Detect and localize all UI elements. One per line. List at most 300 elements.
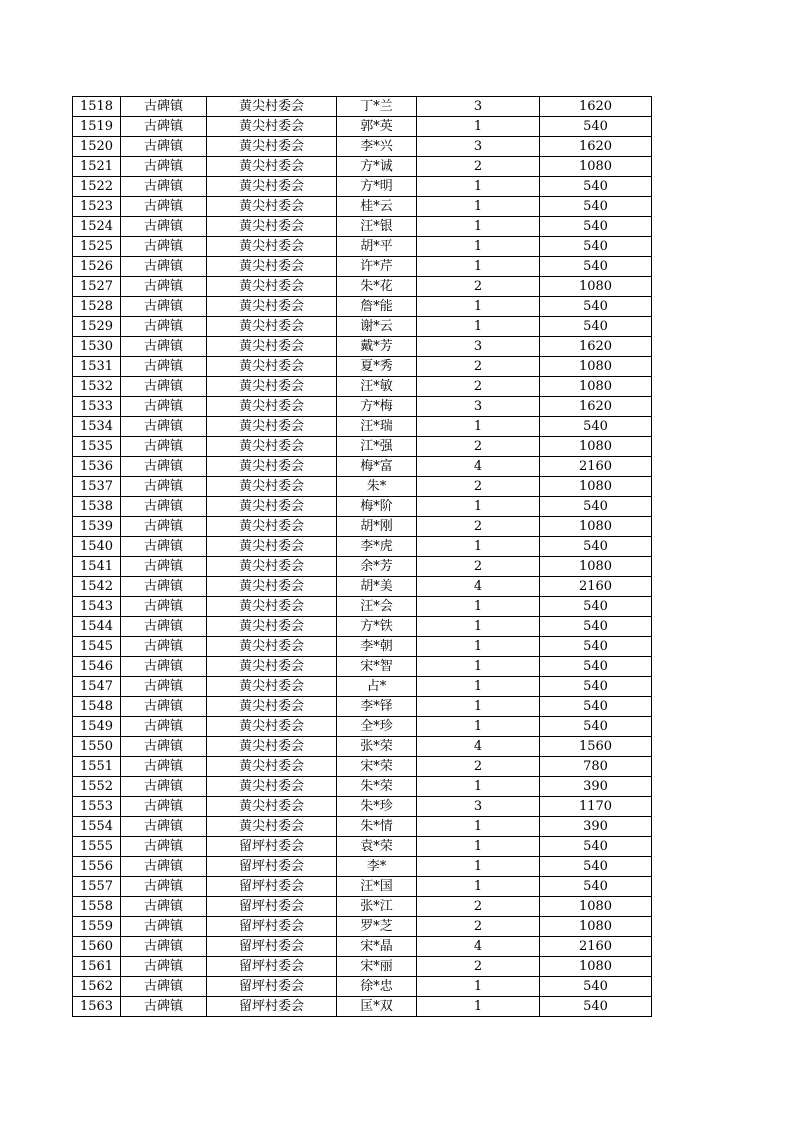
table-row bbox=[73, 717, 652, 737]
table-row bbox=[73, 437, 652, 457]
town-cell: 古碑镇 bbox=[121, 637, 207, 657]
row-number-cell: 1520 bbox=[73, 137, 121, 157]
name-cell: 汪*银 bbox=[337, 217, 417, 237]
name-cell: 朱*花 bbox=[337, 277, 417, 297]
count-cell: 1 bbox=[417, 637, 540, 657]
count-cell: 1 bbox=[417, 877, 540, 897]
count-cell: 3 bbox=[417, 137, 540, 157]
town-cell: 古碑镇 bbox=[121, 717, 207, 737]
name-cell: 江*强 bbox=[337, 437, 417, 457]
count-cell: 1 bbox=[417, 997, 540, 1017]
amount-cell: 540 bbox=[540, 317, 652, 337]
town-cell: 古碑镇 bbox=[121, 277, 207, 297]
count-cell: 1 bbox=[417, 837, 540, 857]
amount-cell: 1620 bbox=[540, 397, 652, 417]
table-row bbox=[73, 757, 652, 777]
name-cell: 占* bbox=[337, 677, 417, 697]
row-number-cell: 1522 bbox=[73, 177, 121, 197]
town-cell: 古碑镇 bbox=[121, 897, 207, 917]
table-row bbox=[73, 377, 652, 397]
village-cell: 黄尖村委会 bbox=[207, 157, 337, 177]
count-cell: 1 bbox=[417, 717, 540, 737]
table-row bbox=[73, 137, 652, 157]
row-number-cell: 1541 bbox=[73, 557, 121, 577]
town-cell: 古碑镇 bbox=[121, 317, 207, 337]
town-cell: 古碑镇 bbox=[121, 917, 207, 937]
count-cell: 1 bbox=[417, 417, 540, 437]
name-cell: 汪*会 bbox=[337, 597, 417, 617]
town-cell: 古碑镇 bbox=[121, 837, 207, 857]
town-cell: 古碑镇 bbox=[121, 477, 207, 497]
count-cell: 1 bbox=[417, 537, 540, 557]
town-cell: 古碑镇 bbox=[121, 677, 207, 697]
name-cell: 夏*秀 bbox=[337, 357, 417, 377]
row-number-cell: 1559 bbox=[73, 917, 121, 937]
table-row bbox=[73, 177, 652, 197]
name-cell: 张*江 bbox=[337, 897, 417, 917]
amount-cell: 540 bbox=[540, 657, 652, 677]
name-cell: 方*明 bbox=[337, 177, 417, 197]
amount-cell: 540 bbox=[540, 837, 652, 857]
town-cell: 古碑镇 bbox=[121, 297, 207, 317]
row-number-cell: 1548 bbox=[73, 697, 121, 717]
village-cell: 黄尖村委会 bbox=[207, 397, 337, 417]
data-table bbox=[72, 96, 652, 1017]
table-row bbox=[73, 877, 652, 897]
count-cell: 1 bbox=[417, 817, 540, 837]
village-cell: 黄尖村委会 bbox=[207, 237, 337, 257]
name-cell: 汪*国 bbox=[337, 877, 417, 897]
table-row bbox=[73, 477, 652, 497]
town-cell: 古碑镇 bbox=[121, 557, 207, 577]
name-cell: 方*梅 bbox=[337, 397, 417, 417]
count-cell: 1 bbox=[417, 177, 540, 197]
name-cell: 桂*云 bbox=[337, 197, 417, 217]
name-cell: 李*铎 bbox=[337, 697, 417, 717]
count-cell: 1 bbox=[417, 977, 540, 997]
town-cell: 古碑镇 bbox=[121, 397, 207, 417]
amount-cell: 1080 bbox=[540, 957, 652, 977]
village-cell: 留坪村委会 bbox=[207, 857, 337, 877]
row-number-cell: 1540 bbox=[73, 537, 121, 557]
name-cell: 李* bbox=[337, 857, 417, 877]
town-cell: 古碑镇 bbox=[121, 817, 207, 837]
village-cell: 黄尖村委会 bbox=[207, 297, 337, 317]
row-number-cell: 1525 bbox=[73, 237, 121, 257]
amount-cell: 540 bbox=[540, 857, 652, 877]
town-cell: 古碑镇 bbox=[121, 97, 207, 117]
row-number-cell: 1552 bbox=[73, 777, 121, 797]
town-cell: 古碑镇 bbox=[121, 737, 207, 757]
row-number-cell: 1561 bbox=[73, 957, 121, 977]
count-cell: 3 bbox=[417, 397, 540, 417]
amount-cell: 1170 bbox=[540, 797, 652, 817]
name-cell: 戴*芳 bbox=[337, 337, 417, 357]
table-row bbox=[73, 97, 652, 117]
row-number-cell: 1521 bbox=[73, 157, 121, 177]
table-row bbox=[73, 797, 652, 817]
village-cell: 黄尖村委会 bbox=[207, 617, 337, 637]
village-cell: 黄尖村委会 bbox=[207, 737, 337, 757]
count-cell: 1 bbox=[417, 857, 540, 877]
amount-cell: 1620 bbox=[540, 97, 652, 117]
table-row bbox=[73, 737, 652, 757]
name-cell: 张*荣 bbox=[337, 737, 417, 757]
count-cell: 1 bbox=[417, 777, 540, 797]
amount-cell: 540 bbox=[540, 497, 652, 517]
town-cell: 古碑镇 bbox=[121, 877, 207, 897]
count-cell: 2 bbox=[417, 357, 540, 377]
count-cell: 2 bbox=[417, 477, 540, 497]
table-row bbox=[73, 857, 652, 877]
village-cell: 黄尖村委会 bbox=[207, 377, 337, 397]
amount-cell: 540 bbox=[540, 117, 652, 137]
row-number-cell: 1555 bbox=[73, 837, 121, 857]
name-cell: 朱*情 bbox=[337, 817, 417, 837]
table-body bbox=[73, 97, 652, 1017]
row-number-cell: 1524 bbox=[73, 217, 121, 237]
village-cell: 黄尖村委会 bbox=[207, 797, 337, 817]
amount-cell: 390 bbox=[540, 817, 652, 837]
row-number-cell: 1529 bbox=[73, 317, 121, 337]
amount-cell: 540 bbox=[540, 197, 652, 217]
row-number-cell: 1535 bbox=[73, 437, 121, 457]
amount-cell: 1080 bbox=[540, 277, 652, 297]
town-cell: 古碑镇 bbox=[121, 777, 207, 797]
row-number-cell: 1547 bbox=[73, 677, 121, 697]
table-row bbox=[73, 917, 652, 937]
table-row bbox=[73, 497, 652, 517]
town-cell: 古碑镇 bbox=[121, 537, 207, 557]
town-cell: 古碑镇 bbox=[121, 797, 207, 817]
table-row bbox=[73, 937, 652, 957]
name-cell: 方*铁 bbox=[337, 617, 417, 637]
amount-cell: 540 bbox=[540, 717, 652, 737]
row-number-cell: 1518 bbox=[73, 97, 121, 117]
count-cell: 4 bbox=[417, 737, 540, 757]
count-cell: 1 bbox=[417, 597, 540, 617]
count-cell: 1 bbox=[417, 657, 540, 677]
count-cell: 1 bbox=[417, 317, 540, 337]
town-cell: 古碑镇 bbox=[121, 957, 207, 977]
table-row bbox=[73, 237, 652, 257]
row-number-cell: 1553 bbox=[73, 797, 121, 817]
name-cell: 詹*能 bbox=[337, 297, 417, 317]
table-row bbox=[73, 657, 652, 677]
village-cell: 黄尖村委会 bbox=[207, 437, 337, 457]
village-cell: 留坪村委会 bbox=[207, 937, 337, 957]
village-cell: 黄尖村委会 bbox=[207, 697, 337, 717]
table-row bbox=[73, 517, 652, 537]
table-row bbox=[73, 117, 652, 137]
village-cell: 留坪村委会 bbox=[207, 877, 337, 897]
village-cell: 留坪村委会 bbox=[207, 897, 337, 917]
amount-cell: 540 bbox=[540, 297, 652, 317]
village-cell: 黄尖村委会 bbox=[207, 97, 337, 117]
table-row bbox=[73, 157, 652, 177]
amount-cell: 540 bbox=[540, 537, 652, 557]
town-cell: 古碑镇 bbox=[121, 597, 207, 617]
name-cell: 郭*英 bbox=[337, 117, 417, 137]
village-cell: 黄尖村委会 bbox=[207, 657, 337, 677]
amount-cell: 540 bbox=[540, 177, 652, 197]
count-cell: 2 bbox=[417, 897, 540, 917]
name-cell: 余*芳 bbox=[337, 557, 417, 577]
town-cell: 古碑镇 bbox=[121, 997, 207, 1017]
village-cell: 黄尖村委会 bbox=[207, 777, 337, 797]
amount-cell: 1080 bbox=[540, 917, 652, 937]
count-cell: 1 bbox=[417, 497, 540, 517]
amount-cell: 1080 bbox=[540, 157, 652, 177]
town-cell: 古碑镇 bbox=[121, 157, 207, 177]
count-cell: 1 bbox=[417, 117, 540, 137]
town-cell: 古碑镇 bbox=[121, 377, 207, 397]
count-cell: 1 bbox=[417, 217, 540, 237]
name-cell: 李*虎 bbox=[337, 537, 417, 557]
amount-cell: 1080 bbox=[540, 437, 652, 457]
count-cell: 4 bbox=[417, 457, 540, 477]
village-cell: 黄尖村委会 bbox=[207, 277, 337, 297]
table-row bbox=[73, 557, 652, 577]
village-cell: 黄尖村委会 bbox=[207, 757, 337, 777]
count-cell: 1 bbox=[417, 257, 540, 277]
table-row bbox=[73, 397, 652, 417]
town-cell: 古碑镇 bbox=[121, 857, 207, 877]
row-number-cell: 1543 bbox=[73, 597, 121, 617]
village-cell: 黄尖村委会 bbox=[207, 317, 337, 337]
town-cell: 古碑镇 bbox=[121, 357, 207, 377]
village-cell: 黄尖村委会 bbox=[207, 357, 337, 377]
table-row bbox=[73, 997, 652, 1017]
village-cell: 黄尖村委会 bbox=[207, 817, 337, 837]
count-cell: 3 bbox=[417, 97, 540, 117]
village-cell: 黄尖村委会 bbox=[207, 557, 337, 577]
table-row bbox=[73, 597, 652, 617]
row-number-cell: 1530 bbox=[73, 337, 121, 357]
count-cell: 2 bbox=[417, 957, 540, 977]
table-row bbox=[73, 417, 652, 437]
amount-cell: 540 bbox=[540, 597, 652, 617]
village-cell: 留坪村委会 bbox=[207, 957, 337, 977]
row-number-cell: 1546 bbox=[73, 657, 121, 677]
table-row bbox=[73, 337, 652, 357]
count-cell: 2 bbox=[417, 157, 540, 177]
name-cell: 徐*忠 bbox=[337, 977, 417, 997]
amount-cell: 540 bbox=[540, 877, 652, 897]
row-number-cell: 1544 bbox=[73, 617, 121, 637]
town-cell: 古碑镇 bbox=[121, 657, 207, 677]
row-number-cell: 1551 bbox=[73, 757, 121, 777]
row-number-cell: 1545 bbox=[73, 637, 121, 657]
row-number-cell: 1528 bbox=[73, 297, 121, 317]
town-cell: 古碑镇 bbox=[121, 457, 207, 477]
town-cell: 古碑镇 bbox=[121, 237, 207, 257]
amount-cell: 2160 bbox=[540, 457, 652, 477]
town-cell: 古碑镇 bbox=[121, 217, 207, 237]
village-cell: 黄尖村委会 bbox=[207, 637, 337, 657]
row-number-cell: 1534 bbox=[73, 417, 121, 437]
name-cell: 全*珍 bbox=[337, 717, 417, 737]
village-cell: 留坪村委会 bbox=[207, 997, 337, 1017]
count-cell: 2 bbox=[417, 277, 540, 297]
name-cell: 胡*平 bbox=[337, 237, 417, 257]
amount-cell: 540 bbox=[540, 997, 652, 1017]
amount-cell: 2160 bbox=[540, 937, 652, 957]
amount-cell: 540 bbox=[540, 417, 652, 437]
table-row bbox=[73, 357, 652, 377]
amount-cell: 540 bbox=[540, 697, 652, 717]
village-cell: 黄尖村委会 bbox=[207, 517, 337, 537]
name-cell: 方*诚 bbox=[337, 157, 417, 177]
table-row bbox=[73, 297, 652, 317]
row-number-cell: 1557 bbox=[73, 877, 121, 897]
amount-cell: 540 bbox=[540, 677, 652, 697]
row-number-cell: 1558 bbox=[73, 897, 121, 917]
table-row bbox=[73, 277, 652, 297]
town-cell: 古碑镇 bbox=[121, 337, 207, 357]
table-row bbox=[73, 217, 652, 237]
town-cell: 古碑镇 bbox=[121, 197, 207, 217]
village-cell: 黄尖村委会 bbox=[207, 217, 337, 237]
count-cell: 1 bbox=[417, 697, 540, 717]
row-number-cell: 1556 bbox=[73, 857, 121, 877]
amount-cell: 1080 bbox=[540, 477, 652, 497]
count-cell: 2 bbox=[417, 757, 540, 777]
town-cell: 古碑镇 bbox=[121, 177, 207, 197]
count-cell: 3 bbox=[417, 797, 540, 817]
count-cell: 2 bbox=[417, 377, 540, 397]
row-number-cell: 1560 bbox=[73, 937, 121, 957]
town-cell: 古碑镇 bbox=[121, 517, 207, 537]
town-cell: 古碑镇 bbox=[121, 137, 207, 157]
village-cell: 黄尖村委会 bbox=[207, 257, 337, 277]
village-cell: 黄尖村委会 bbox=[207, 137, 337, 157]
table-row bbox=[73, 257, 652, 277]
table-row bbox=[73, 577, 652, 597]
table-row bbox=[73, 957, 652, 977]
town-cell: 古碑镇 bbox=[121, 497, 207, 517]
count-cell: 3 bbox=[417, 337, 540, 357]
count-cell: 1 bbox=[417, 197, 540, 217]
amount-cell: 540 bbox=[540, 977, 652, 997]
name-cell: 朱*荣 bbox=[337, 777, 417, 797]
amount-cell: 1560 bbox=[540, 737, 652, 757]
table-row bbox=[73, 777, 652, 797]
table-row bbox=[73, 617, 652, 637]
town-cell: 古碑镇 bbox=[121, 117, 207, 137]
count-cell: 1 bbox=[417, 297, 540, 317]
amount-cell: 1080 bbox=[540, 557, 652, 577]
row-number-cell: 1533 bbox=[73, 397, 121, 417]
table-row bbox=[73, 537, 652, 557]
village-cell: 留坪村委会 bbox=[207, 837, 337, 857]
amount-cell: 540 bbox=[540, 257, 652, 277]
name-cell: 梅*富 bbox=[337, 457, 417, 477]
name-cell: 李*兴 bbox=[337, 137, 417, 157]
name-cell: 宋*晶 bbox=[337, 937, 417, 957]
row-number-cell: 1538 bbox=[73, 497, 121, 517]
row-number-cell: 1526 bbox=[73, 257, 121, 277]
town-cell: 古碑镇 bbox=[121, 757, 207, 777]
town-cell: 古碑镇 bbox=[121, 697, 207, 717]
row-number-cell: 1527 bbox=[73, 277, 121, 297]
town-cell: 古碑镇 bbox=[121, 257, 207, 277]
name-cell: 汪*敏 bbox=[337, 377, 417, 397]
amount-cell: 1620 bbox=[540, 337, 652, 357]
row-number-cell: 1550 bbox=[73, 737, 121, 757]
village-cell: 黄尖村委会 bbox=[207, 537, 337, 557]
town-cell: 古碑镇 bbox=[121, 417, 207, 437]
village-cell: 黄尖村委会 bbox=[207, 477, 337, 497]
count-cell: 2 bbox=[417, 917, 540, 937]
row-number-cell: 1549 bbox=[73, 717, 121, 737]
name-cell: 宋*荣 bbox=[337, 757, 417, 777]
village-cell: 黄尖村委会 bbox=[207, 597, 337, 617]
village-cell: 黄尖村委会 bbox=[207, 337, 337, 357]
row-number-cell: 1563 bbox=[73, 997, 121, 1017]
village-cell: 留坪村委会 bbox=[207, 977, 337, 997]
row-number-cell: 1554 bbox=[73, 817, 121, 837]
count-cell: 4 bbox=[417, 937, 540, 957]
table-row bbox=[73, 897, 652, 917]
name-cell: 许*芹 bbox=[337, 257, 417, 277]
count-cell: 4 bbox=[417, 577, 540, 597]
row-number-cell: 1523 bbox=[73, 197, 121, 217]
name-cell: 袁*荣 bbox=[337, 837, 417, 857]
count-cell: 2 bbox=[417, 437, 540, 457]
amount-cell: 1080 bbox=[540, 357, 652, 377]
row-number-cell: 1562 bbox=[73, 977, 121, 997]
row-number-cell: 1536 bbox=[73, 457, 121, 477]
name-cell: 宋*智 bbox=[337, 657, 417, 677]
table-row bbox=[73, 817, 652, 837]
row-number-cell: 1532 bbox=[73, 377, 121, 397]
table-row bbox=[73, 697, 652, 717]
village-cell: 黄尖村委会 bbox=[207, 497, 337, 517]
village-cell: 黄尖村委会 bbox=[207, 717, 337, 737]
name-cell: 罗*芝 bbox=[337, 917, 417, 937]
amount-cell: 540 bbox=[540, 637, 652, 657]
amount-cell: 540 bbox=[540, 617, 652, 637]
count-cell: 1 bbox=[417, 677, 540, 697]
town-cell: 古碑镇 bbox=[121, 437, 207, 457]
name-cell: 朱* bbox=[337, 477, 417, 497]
count-cell: 1 bbox=[417, 617, 540, 637]
village-cell: 黄尖村委会 bbox=[207, 677, 337, 697]
name-cell: 匡*双 bbox=[337, 997, 417, 1017]
village-cell: 黄尖村委会 bbox=[207, 197, 337, 217]
amount-cell: 1080 bbox=[540, 897, 652, 917]
village-cell: 黄尖村委会 bbox=[207, 177, 337, 197]
village-cell: 黄尖村委会 bbox=[207, 577, 337, 597]
amount-cell: 780 bbox=[540, 757, 652, 777]
table-row bbox=[73, 457, 652, 477]
count-cell: 1 bbox=[417, 237, 540, 257]
row-number-cell: 1542 bbox=[73, 577, 121, 597]
name-cell: 胡*刚 bbox=[337, 517, 417, 537]
table-row bbox=[73, 977, 652, 997]
amount-cell: 390 bbox=[540, 777, 652, 797]
table-row bbox=[73, 637, 652, 657]
amount-cell: 1620 bbox=[540, 137, 652, 157]
village-cell: 黄尖村委会 bbox=[207, 457, 337, 477]
name-cell: 胡*美 bbox=[337, 577, 417, 597]
amount-cell: 540 bbox=[540, 217, 652, 237]
amount-cell: 540 bbox=[540, 237, 652, 257]
name-cell: 梅*阶 bbox=[337, 497, 417, 517]
name-cell: 丁*兰 bbox=[337, 97, 417, 117]
name-cell: 宋*丽 bbox=[337, 957, 417, 977]
